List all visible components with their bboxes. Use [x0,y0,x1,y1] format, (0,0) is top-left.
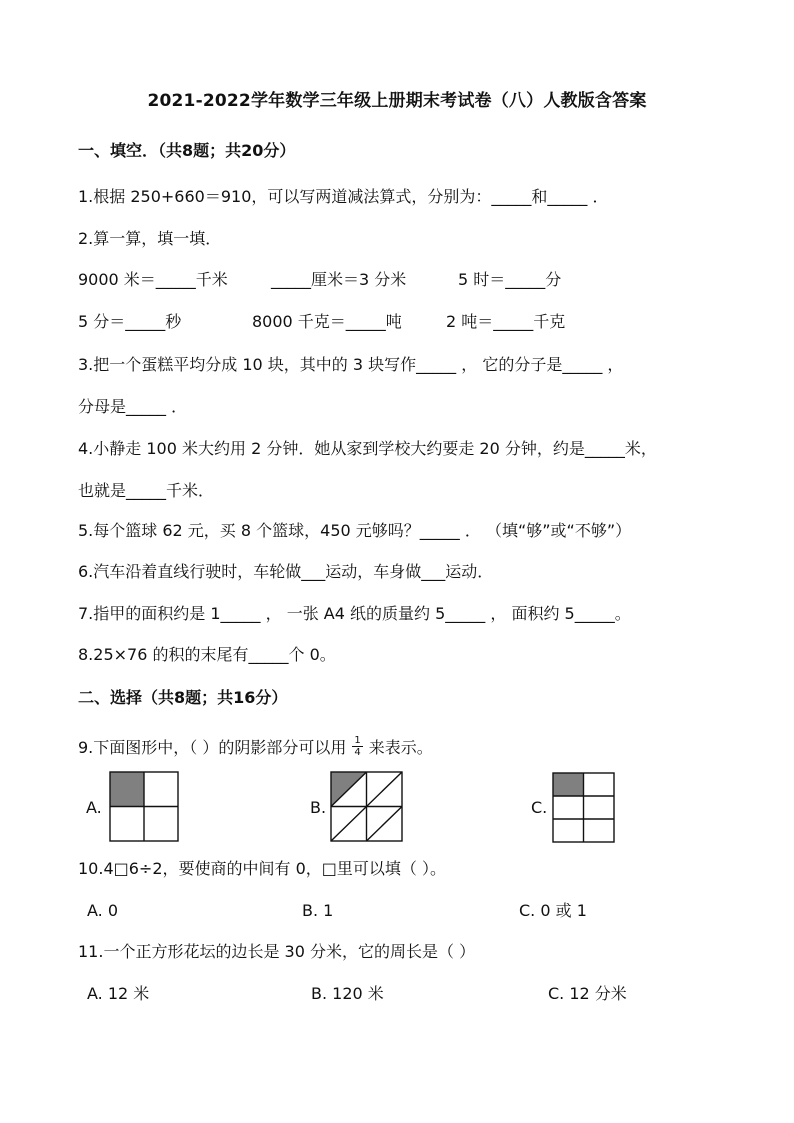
question-2-row-2 [78,312,718,332]
q9-text-before: 9.下面图形中，（ ）的阴影部分可以用 [78,738,347,757]
q11-option-c[interactable]: C. 12 分米 [548,984,627,1003]
section-fill-in-heading: 一、填空．（共8题；共20分） [78,141,296,160]
fraction-numerator: 1 [354,735,361,746]
q11-option-a[interactable]: A. 12 米 [87,984,150,1003]
fraction-one-quarter [352,735,362,758]
question-10: 10.4□6÷2，要使商的中间有 0，□里可以填（ ）。 [78,859,446,878]
question-5: 5.每个篮球 62 元，买 8 个篮球，450 元够吗？_____ ． （填“够”或“不够”） [78,521,632,540]
q9-text-after: 来表示。 [368,738,433,757]
q2-item-km: 9000 米＝_____千米 [78,270,228,289]
q2-item-ton: 8000 千克＝_____吨 [252,312,402,331]
question-3-line-2: 分母是_____ ． [78,397,188,416]
section-choice-heading: 二、选择（共8题；共16分） [78,688,288,707]
shaded-cell [553,773,584,796]
question-11-options [78,984,718,1004]
question-6: 6.汽车沿着直线行驶时，车轮做___运动，车身做___运动． [78,562,494,581]
question-7: 7.指甲的面积约是 1_____ ， 一张 A4 纸的质量约 5_____ ， 面积约 5_____。 [78,604,631,623]
q9-option-c-label: C. [531,798,548,817]
q9-option-a-figure[interactable] [109,771,179,842]
q9-option-a-label: A. [86,798,102,817]
q9-option-c-figure[interactable] [552,772,615,843]
q9-option-b-label: B. [310,798,327,817]
q10-option-b[interactable]: B. 1 [302,901,334,920]
question-3-line-1: 3.把一个蛋糕平均分成 10 块，其中的 3 块写作_____ ， 它的分子是_____ ， [78,355,624,374]
q10-option-c[interactable]: C. 0 或 1 [519,901,587,920]
q2-item-min: 5 时＝_____分 [458,270,562,289]
question-9 [78,737,433,760]
q2-item-sec: 5 分＝_____秒 [78,312,182,331]
fraction-denominator: 4 [354,747,361,758]
question-4-line-2: 也就是_____千米． [78,481,215,500]
question-4-line-1: 4.小静走 100 米大约用 2 分钟．她从家到学校大约要走 20 分钟，约是_____米， [78,439,657,458]
question-11: 11.一个正方形花坛的边长是 30 分米，它的周长是（ ） [78,942,476,961]
q10-option-a[interactable]: A. 0 [87,901,119,920]
question-2: 2.算一算，填一填． [78,229,222,248]
question-2-row-1 [78,270,718,290]
q2-item-cm: _____厘米＝3 分米 [271,270,407,289]
q9-option-b-figure[interactable] [330,771,403,842]
question-1: 1.根据 250+660＝910，可以写两道减法算式，分别为：_____和_____ ． [78,187,609,206]
shaded-quarter [110,772,144,807]
q2-item-kg: 2 吨＝_____千克 [446,312,566,331]
q11-option-b[interactable]: B. 120 米 [311,984,384,1003]
question-10-options [78,901,718,921]
question-8: 8.25×76 的积的末尾有_____个 0。 [78,645,336,664]
exam-title: 2021-2022学年数学三年级上册期末考试卷（八）人教版含答案 [147,91,647,111]
